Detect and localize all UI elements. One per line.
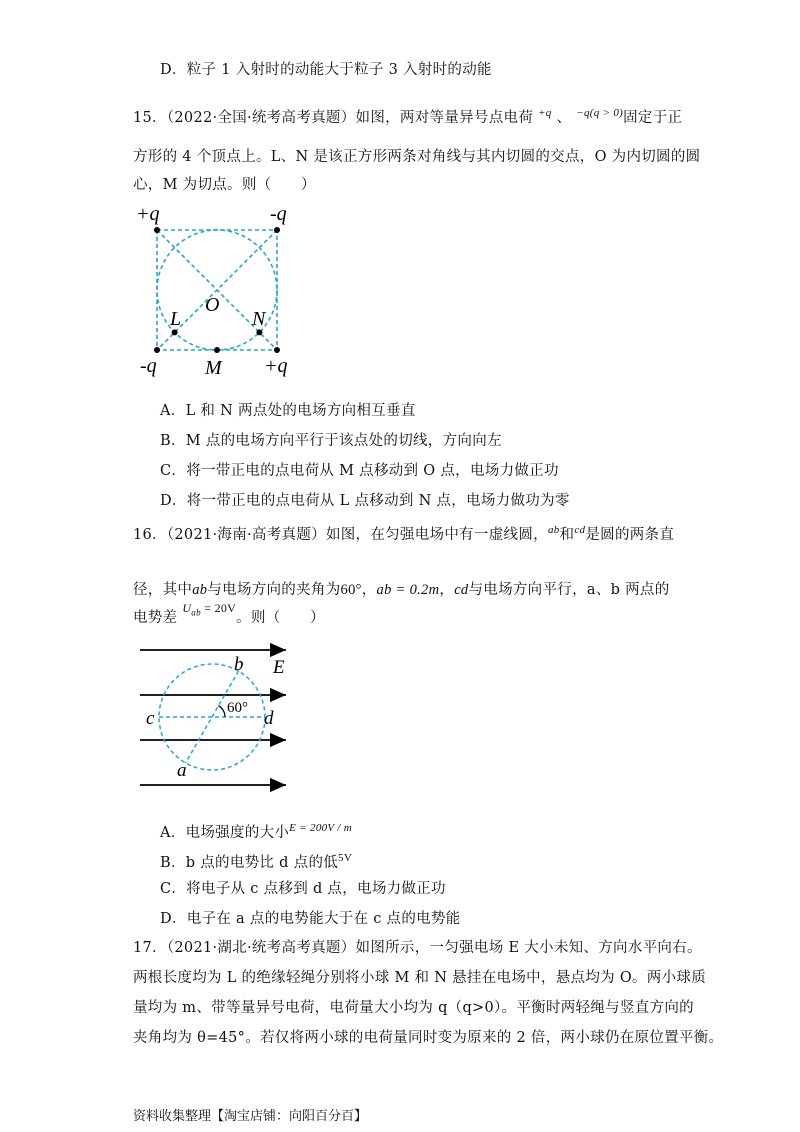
vertex-tl [154, 227, 160, 233]
q15-charge-pos: +q [538, 107, 552, 119]
q16-stem-b: 是圆的两条直 [585, 526, 675, 543]
angle-arc [219, 706, 226, 717]
label-L: L [170, 308, 182, 330]
label-tl: +q [136, 203, 160, 225]
q17-stem-line3: 量均为 m、带等量异号电荷，电荷量大小均为 q（q>0）。平衡时两轻绳与竖直方向的 [133, 1000, 694, 1016]
q16-figure [130, 640, 300, 800]
q17-line1: 如图所示，一匀强电场 E 大小未知、方向水平向右。 [355, 940, 702, 956]
q16-line2-c: ， [361, 582, 377, 598]
q16-uab-sub: ab [191, 607, 201, 618]
label-a: a [177, 760, 187, 781]
q17-stem-line1 [133, 938, 702, 958]
label-angle: 60° [227, 700, 248, 716]
q16-line2-e: 与电场方向平行，a、b 两点的 [468, 582, 670, 598]
q16-option-a-value: E = 200V / m [289, 822, 352, 834]
vertex-br [274, 347, 280, 353]
q16-line2-b: 与电场方向的夹角为 [207, 582, 341, 598]
q16-cd-2: cd [454, 582, 469, 598]
q15-sep: 、 [556, 109, 572, 126]
q15-option-d: D．将一带正电的点电荷从 L 点移动到 N 点，电场力做功为零 [160, 493, 570, 509]
q16-number: 16． [133, 526, 167, 543]
q14-option-d: D．粒子 1 入射时的动能大于粒子 3 入射时的动能 [160, 62, 492, 78]
label-tr: -q [270, 203, 287, 225]
q16-option-a [160, 818, 352, 843]
label-E: E [273, 657, 285, 678]
q15-option-c: C．将一带正电的点电荷从 M 点移动到 O 点，电场力做正功 [160, 463, 559, 479]
q16-cd: cd [574, 524, 586, 536]
q16-option-a-text: A．电场强度的大小 [160, 824, 290, 841]
q16-uab-value: = 20V [200, 601, 237, 615]
q15-stem-line2: 方形的 4 个顶点上。L、N 是该正方形两条对角线与其内切圆的交点，O 为内切圆的圆 [133, 149, 701, 165]
q16-option-b-value: 5V [338, 852, 353, 864]
q15-stem-line1 [133, 103, 682, 128]
vertex-tr [274, 227, 280, 233]
label-b: b [234, 654, 244, 675]
q16-option-b [160, 848, 352, 873]
q16-uab-symbol: U [182, 601, 192, 615]
q15-option-b: B．M 点的电场方向平行于该点处的切线，方向向左 [160, 433, 502, 449]
q17-stem-line4: 夹角均为 θ=45°。若仅将两小球的电荷量同时变为原来的 2 倍，两小球仍在原位置平衡。 [133, 1030, 724, 1046]
q15-stem-a: 如图，两对等量异号点电荷 [355, 109, 534, 126]
label-M: M [205, 357, 222, 379]
q16-option-b-text: B．b 点的电势比 d 点的低 [160, 854, 339, 871]
point-L [172, 329, 178, 335]
q15-source: （2022·全国·统考高考真题） [166, 109, 356, 126]
point-M [214, 347, 220, 353]
point-N [256, 329, 262, 335]
q17-source: （2021·湖北·统考高考真题） [166, 940, 356, 956]
label-O: O [205, 294, 220, 316]
label-d: d [264, 708, 274, 729]
label-c: c [146, 708, 155, 729]
q16-stem-line1 [133, 520, 674, 545]
q16-line2-a: 径，其中 [133, 582, 193, 598]
q16-option-c: C．将电子从 c 点移到 d 点，电场力做正功 [160, 881, 446, 897]
q16-and: 和 [559, 526, 575, 543]
footer-source: 资料收集整理【淘宝店铺：向阳百分百】 [133, 1109, 368, 1124]
q16-ab-2: ab [192, 582, 208, 598]
q16-stem-a: 如图，在匀强电场中有一虚线圆， [325, 526, 548, 543]
q16-ab-eq: ab = 0.2m [376, 582, 440, 598]
q16-line2-d: ， [439, 582, 455, 598]
q17-number: 17． [133, 940, 167, 956]
vertex-bl [154, 347, 160, 353]
q16-line3-b: 。则（ ） [236, 610, 325, 626]
q16-source: （2021·海南·高考真题） [166, 526, 326, 543]
q16-ab: ab [547, 524, 560, 536]
label-N: N [252, 308, 266, 330]
q16-stem-line2 [133, 580, 670, 600]
label-bl: -q [140, 355, 157, 377]
q15-number: 15． [133, 109, 167, 126]
q15-stem-line3: 心，M 为切点。则（ ） [133, 177, 316, 193]
q15-option-a: A．L 和 N 两点处的电场方向相互垂直 [160, 403, 416, 419]
q16-angle: 60° [340, 582, 362, 598]
q16-uab [182, 601, 237, 618]
q15-charge-neg: −q(q > 0) [576, 107, 624, 119]
q16-option-d: D．电子在 a 点的电势能大于在 c 点的电势能 [160, 911, 461, 927]
q15-figure [130, 200, 300, 380]
q16-line3-a: 电势差 [133, 610, 178, 626]
q16-stem-line3 [133, 601, 325, 632]
q15-stem-b: 固定于正 [623, 109, 683, 126]
q17-stem-line2: 两根长度均为 L 的绝缘轻绳分别将小球 M 和 N 悬挂在电场中，悬点均为 O。两小球质 [133, 970, 707, 986]
label-br: +q [264, 355, 288, 377]
